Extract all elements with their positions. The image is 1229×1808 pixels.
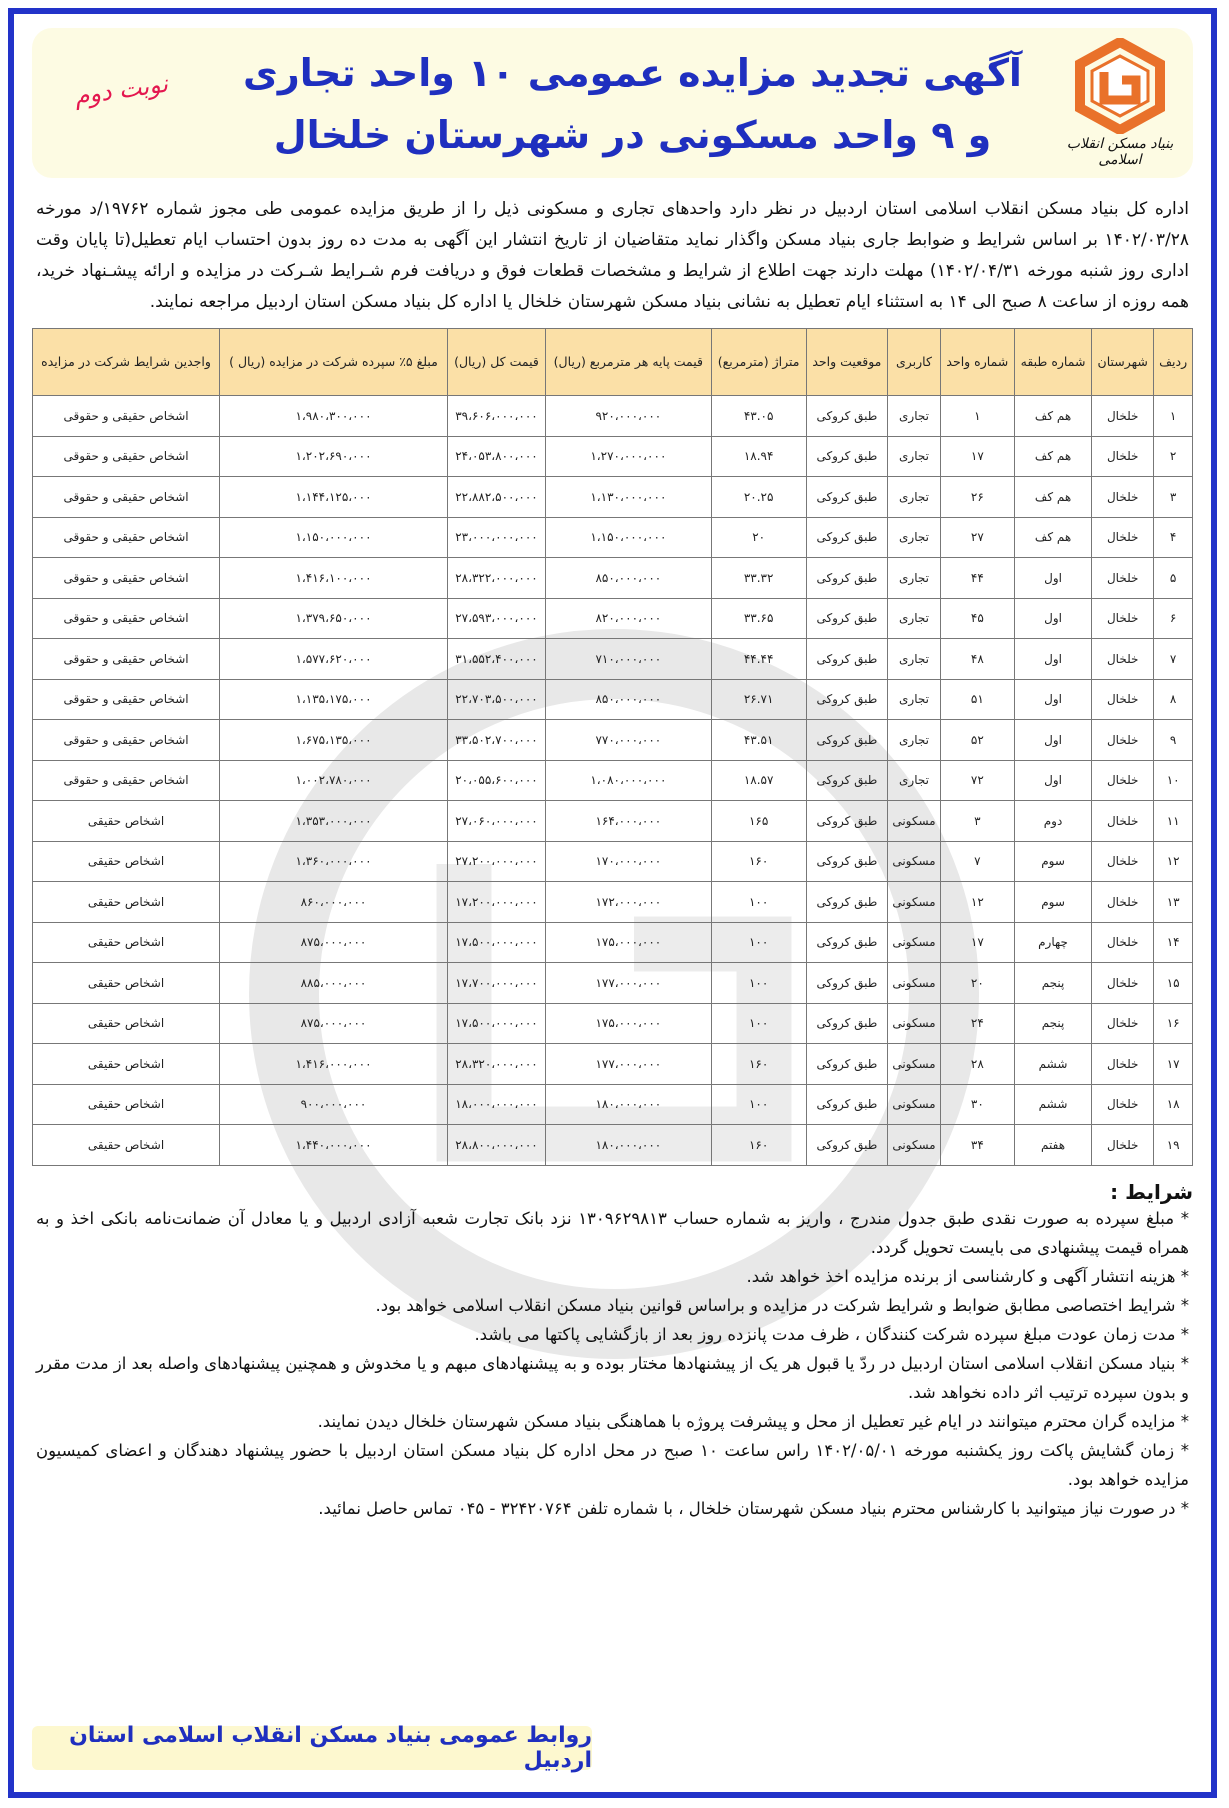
table-cell: ۳۰: [940, 1084, 1014, 1125]
table-cell: ۱،۵۷۷،۶۲۰،۰۰۰: [220, 639, 448, 680]
table-cell: ۴۳.۰۵: [711, 396, 806, 437]
table-cell: ۱۶۰: [711, 1125, 806, 1166]
table-row: [33, 841, 1193, 882]
table-cell: ۶: [1154, 598, 1193, 639]
table-cell: تجاری: [888, 558, 941, 599]
table-row: [33, 801, 1193, 842]
table-cell: تجاری: [888, 598, 941, 639]
column-header: واجدین شرایط شرکت در مزایده: [33, 329, 220, 396]
table-cell: ۴۸: [940, 639, 1014, 680]
table-cell: ۵: [1154, 558, 1193, 599]
table-row: [33, 396, 1193, 437]
table-cell: ۷۱۰،۰۰۰،۰۰۰: [546, 639, 712, 680]
table-cell: ۱۸،۰۰۰،۰۰۰،۰۰۰: [447, 1084, 545, 1125]
table-cell: تجاری: [888, 517, 941, 558]
table-cell: طبق کروکی: [806, 558, 888, 599]
table-cell: ۲۶: [940, 477, 1014, 518]
table-cell: اشخاص حقیقی و حقوقی: [33, 598, 220, 639]
table-cell: ۱۷۵،۰۰۰،۰۰۰: [546, 1003, 712, 1044]
table-cell: ۴۴.۴۴: [711, 639, 806, 680]
table-cell: ۹۲۰،۰۰۰،۰۰۰: [546, 396, 712, 437]
table-cell: پنجم: [1014, 963, 1091, 1004]
table-row: [33, 436, 1193, 477]
table-cell: ۵۱: [940, 679, 1014, 720]
table-cell: ۱،۴۱۶،۰۰۰،۰۰۰: [220, 1044, 448, 1085]
table-cell: مسکونی: [888, 882, 941, 923]
column-header: کاربری: [888, 329, 941, 396]
table-cell: ۱۷،۷۰۰،۰۰۰،۰۰۰: [447, 963, 545, 1004]
table-cell: ۲۴،۰۵۳،۸۰۰،۰۰۰: [447, 436, 545, 477]
table-cell: ۱،۰۸۰،۰۰۰،۰۰۰: [546, 760, 712, 801]
table-cell: طبق کروکی: [806, 1003, 888, 1044]
table-cell: ۱۳: [1154, 882, 1193, 923]
table-cell: ۴۳.۵۱: [711, 720, 806, 761]
table-row: [33, 679, 1193, 720]
table-cell: ۵۲: [940, 720, 1014, 761]
table-cell: طبق کروکی: [806, 436, 888, 477]
table-cell: دوم: [1014, 801, 1091, 842]
table-cell: ۳۹،۶۰۶،۰۰۰،۰۰۰: [447, 396, 545, 437]
table-cell: ۱۶۰: [711, 841, 806, 882]
table-cell: ۱،۱۳۵،۱۷۵،۰۰۰: [220, 679, 448, 720]
table-cell: ۲: [1154, 436, 1193, 477]
table-cell: مسکونی: [888, 1044, 941, 1085]
table-cell: ۱۰۰: [711, 1003, 806, 1044]
title-line-2: و ۹ واحد مسکونی در شهرستان خلخال: [273, 113, 992, 157]
table-cell: ۲۰: [940, 963, 1014, 1004]
table-cell: ۲۲،۸۸۲،۵۰۰،۰۰۰: [447, 477, 545, 518]
table-cell: تجاری: [888, 720, 941, 761]
table-cell: ۷۲: [940, 760, 1014, 801]
table-cell: ۱۸۰،۰۰۰،۰۰۰: [546, 1084, 712, 1125]
table-cell: ۲۸،۸۰۰،۰۰۰،۰۰۰: [447, 1125, 545, 1166]
table-cell: ۱،۱۵۰،۰۰۰،۰۰۰: [220, 517, 448, 558]
table-row: [33, 1044, 1193, 1085]
table-cell: هم کف: [1014, 477, 1091, 518]
table-cell: ۲۰.۲۵: [711, 477, 806, 518]
column-header: شماره واحد: [940, 329, 1014, 396]
table-cell: خلخال: [1092, 841, 1154, 882]
table-cell: خلخال: [1092, 517, 1154, 558]
table-cell: ۱،۱۵۰،۰۰۰،۰۰۰: [546, 517, 712, 558]
table-cell: ۸۵۰،۰۰۰،۰۰۰: [546, 679, 712, 720]
table-cell: اشخاص حقیقی: [33, 1044, 220, 1085]
table-cell: طبق کروکی: [806, 517, 888, 558]
table-cell: اشخاص حقیقی و حقوقی: [33, 639, 220, 680]
table-cell: تجاری: [888, 679, 941, 720]
table-cell: ۱۷۷،۰۰۰،۰۰۰: [546, 963, 712, 1004]
table-cell: طبق کروکی: [806, 801, 888, 842]
table-cell: ۷: [1154, 639, 1193, 680]
table-cell: خلخال: [1092, 922, 1154, 963]
table-cell: ۱۴: [1154, 922, 1193, 963]
table-cell: ۸۷۵،۰۰۰،۰۰۰: [220, 1003, 448, 1044]
table-cell: خلخال: [1092, 760, 1154, 801]
table-cell: ۳: [940, 801, 1014, 842]
table-cell: ۲۷،۰۶۰،۰۰۰،۰۰۰: [447, 801, 545, 842]
table-cell: ۱۰۰: [711, 922, 806, 963]
table-cell: ۱،۱۳۰،۰۰۰،۰۰۰: [546, 477, 712, 518]
table-row: [33, 598, 1193, 639]
table-cell: خلخال: [1092, 639, 1154, 680]
table-cell: ۱۰: [1154, 760, 1193, 801]
table-cell: مسکونی: [888, 922, 941, 963]
table-cell: ۳: [1154, 477, 1193, 518]
table-cell: ۷۷۰،۰۰۰،۰۰۰: [546, 720, 712, 761]
table-cell: طبق کروکی: [806, 841, 888, 882]
table-cell: تجاری: [888, 436, 941, 477]
table-cell: ۱،۳۶۰،۰۰۰،۰۰۰: [220, 841, 448, 882]
table-cell: مسکونی: [888, 1084, 941, 1125]
table-cell: پنجم: [1014, 1003, 1091, 1044]
column-header: موقعیت واحد: [806, 329, 888, 396]
table-cell: اشخاص حقیقی: [33, 1125, 220, 1166]
table-cell: ۱۷۲،۰۰۰،۰۰۰: [546, 882, 712, 923]
column-header: شهرستان: [1092, 329, 1154, 396]
table-cell: ۱۰۰: [711, 963, 806, 1004]
table-cell: طبق کروکی: [806, 963, 888, 1004]
table-cell: اول: [1014, 598, 1091, 639]
table-cell: مسکونی: [888, 963, 941, 1004]
table-cell: مسکونی: [888, 841, 941, 882]
condition-item: * هزینه انتشار آگهی و کارشناسی از برنده مزایده اخذ خواهد شد.: [746, 1266, 1189, 1286]
intro-paragraph: اداره کل بنیاد مسکن انقلاب اسلامی استان اردبیل در نظر دارد واحدهای تجاری و مسکونی ذیل را از طریق مزایده عمومی طی مجوز شماره ۱۹۷۶۲/د مورخه ۱۴۰۲/۰۳/۲۸ بر اساس شرایط و ضوابط جاری بنیاد مسکن واگذار نماید متقاضیان از تاریخ انتشار این آگهی به مدت ده روز بدون احتساب ایام تعطیل(تا پایان وقت اداری روز شنبه مورخه ۱۴۰۲/۰۴/۳۱) مهلت دارند جهت اطلاع از شرایط و مشخصات قطعات فوق و دریافت فرم شـرایط شـرکت در مزایده و ارائه پیشـنهاد خرید، همه روزه از ساعت ۸ صبح الی ۱۴ به استثناء ایام تعطیل به نشانی بنیاد مسکن شهرستان خلخال یا اداره کل بنیاد مسکن استان اردبیل مراجعه نمایند.: [36, 199, 1190, 312]
table-cell: خلخال: [1092, 1044, 1154, 1085]
table-cell: ۱۱: [1154, 801, 1193, 842]
table-cell: اشخاص حقیقی: [33, 1084, 220, 1125]
table-cell: مسکونی: [888, 1125, 941, 1166]
table-row: [33, 760, 1193, 801]
table-cell: اشخاص حقیقی و حقوقی: [33, 720, 220, 761]
table-cell: هم کف: [1014, 436, 1091, 477]
table-cell: ۲۸،۳۲۰،۰۰۰،۰۰۰: [447, 1044, 545, 1085]
table-cell: ۸۵۰،۰۰۰،۰۰۰: [546, 558, 712, 599]
table-cell: ۲۷،۲۰۰،۰۰۰،۰۰۰: [447, 841, 545, 882]
table-cell: اول: [1014, 639, 1091, 680]
table-row: [33, 720, 1193, 761]
table-cell: ۱۲: [1154, 841, 1193, 882]
logo-caption: بنیاد مسکن انقلاب اسلامی: [1066, 136, 1174, 168]
table-cell: ششم: [1014, 1044, 1091, 1085]
table-cell: خلخال: [1092, 882, 1154, 923]
table-cell: اشخاص حقیقی: [33, 801, 220, 842]
table-cell: خلخال: [1092, 1084, 1154, 1125]
table-cell: هم کف: [1014, 517, 1091, 558]
column-header: شماره طبقه: [1014, 329, 1091, 396]
table-cell: سوم: [1014, 841, 1091, 882]
table-cell: خلخال: [1092, 558, 1154, 599]
table-cell: ۲۷: [940, 517, 1014, 558]
table-cell: ۹۰۰،۰۰۰،۰۰۰: [220, 1084, 448, 1125]
footer-text: روابط عمومی بنیاد مسکن انقلاب اسلامی استان اردبیل: [69, 1723, 592, 1773]
table-cell: اول: [1014, 760, 1091, 801]
table-cell: ۲۷،۵۹۳،۰۰۰،۰۰۰: [447, 598, 545, 639]
table-row: [33, 1003, 1193, 1044]
table-cell: ۱۸.۵۷: [711, 760, 806, 801]
table-cell: اشخاص حقیقی و حقوقی: [33, 679, 220, 720]
table-cell: ۲۴: [940, 1003, 1014, 1044]
table-cell: ۲۸: [940, 1044, 1014, 1085]
table-cell: ششم: [1014, 1084, 1091, 1125]
table-cell: اشخاص حقیقی: [33, 922, 220, 963]
table-cell: طبق کروکی: [806, 477, 888, 518]
page-title: [222, 42, 1043, 166]
table-cell: ۱۷: [1154, 1044, 1193, 1085]
column-header: ردیف: [1154, 329, 1193, 396]
table-cell: ۱،۶۷۵،۱۳۵،۰۰۰: [220, 720, 448, 761]
table-cell: ۲۸،۳۲۲،۰۰۰،۰۰۰: [447, 558, 545, 599]
table-row: [33, 1125, 1193, 1166]
table-cell: ۲۶.۷۱: [711, 679, 806, 720]
table-cell: ۱۸: [1154, 1084, 1193, 1125]
table-cell: طبق کروکی: [806, 1044, 888, 1085]
table-cell: طبق کروکی: [806, 639, 888, 680]
table-cell: ۱،۴۴۰،۰۰۰،۰۰۰: [220, 1125, 448, 1166]
table-row: [33, 882, 1193, 923]
table-cell: خلخال: [1092, 1125, 1154, 1166]
table-cell: طبق کروکی: [806, 598, 888, 639]
table-cell: ۱،۴۱۶،۱۰۰،۰۰۰: [220, 558, 448, 599]
table-cell: ۱: [1154, 396, 1193, 437]
table-cell: طبق کروکی: [806, 882, 888, 923]
table-cell: ۳۳.۳۲: [711, 558, 806, 599]
table-cell: طبق کروکی: [806, 396, 888, 437]
table-cell: تجاری: [888, 477, 941, 518]
condition-item: * شرایط اختصاصی مطابق ضوابط و شرایط شرکت در مزایده و براساس قوانین بنیاد مسکن انقلاب اسلامی خواهد بود.: [375, 1295, 1189, 1315]
table-cell: ۱،۲۰۲،۶۹۰،۰۰۰: [220, 436, 448, 477]
table-cell: ۳۱،۵۵۲،۴۰۰،۰۰۰: [447, 639, 545, 680]
condition-item: * در صورت نیاز میتوانید با کارشناس محترم بنیاد مسکن شهرستان خلخال ، با شماره تلفن ۳۲۴۲۰۷۶۴ - ۰۴۵ تماس حاصل نمائید.: [318, 1498, 1189, 1518]
table-cell: ۸۸۵،۰۰۰،۰۰۰: [220, 963, 448, 1004]
column-header: مبلغ ۵٪ سپرده شرکت در مزایده (ریال ): [220, 329, 448, 396]
table-cell: ۱،۲۷۰،۰۰۰،۰۰۰: [546, 436, 712, 477]
organization-logo: [1061, 38, 1179, 168]
table-cell: ۱۹: [1154, 1125, 1193, 1166]
table-cell: طبق کروکی: [806, 760, 888, 801]
table-cell: ۲۳،۰۰۰،۰۰۰،۰۰۰: [447, 517, 545, 558]
table-cell: خلخال: [1092, 598, 1154, 639]
table-row: [33, 639, 1193, 680]
table-cell: مسکونی: [888, 1003, 941, 1044]
table-cell: ۴: [1154, 517, 1193, 558]
condition-item: * مدت زمان عودت مبلغ سپرده شرکت کنندگان ، ظرف مدت پانزده روز بعد از بازگشایی پاکتها می باشد.: [474, 1324, 1189, 1344]
table-cell: ۴۴: [940, 558, 1014, 599]
table-cell: اشخاص حقیقی و حقوقی: [33, 760, 220, 801]
table-header-row: [33, 329, 1193, 396]
title-line-1: آگهی تجدید مزایده عمومی ۱۰ واحد تجاری: [243, 51, 1022, 95]
condition-item: * زمان گشایش پاکت روز یکشنبه مورخه ۱۴۰۲/۰۵/۰۱ راس ساعت ۱۰ صبح در محل اداره کل بنیاد مسکن استان اردبیل با حضور پیشنهاد دهندگان و اعضای کمیسیون مزایده خواهد بود.: [36, 1440, 1189, 1489]
table-cell: خلخال: [1092, 679, 1154, 720]
table-cell: هم کف: [1014, 396, 1091, 437]
table-cell: اشخاص حقیقی و حقوقی: [33, 436, 220, 477]
table-cell: ۱۸۰،۰۰۰،۰۰۰: [546, 1125, 712, 1166]
conditions-list: [32, 1204, 1193, 1523]
table-row: [33, 517, 1193, 558]
table-cell: ۱۷۵،۰۰۰،۰۰۰: [546, 922, 712, 963]
table-cell: طبق کروکی: [806, 720, 888, 761]
table-cell: ۱۷۷،۰۰۰،۰۰۰: [546, 1044, 712, 1085]
house-logo-icon: [1072, 38, 1168, 134]
table-cell: اول: [1014, 558, 1091, 599]
header-banner: [32, 28, 1193, 178]
table-cell: ۲۰،۰۵۵،۶۰۰،۰۰۰: [447, 760, 545, 801]
table-cell: ۳۴: [940, 1125, 1014, 1166]
table-cell: ۱،۳۵۳،۰۰۰،۰۰۰: [220, 801, 448, 842]
table-cell: تجاری: [888, 396, 941, 437]
condition-item: * بنیاد مسکن انقلاب اسلامی استان اردبیل در ردّ یا قبول هر یک از پیشنهادها مختار بوده و به پیشنهادهای مبهم و یا مخدوش و همچنین پیشنهادهای واصله بعد از مدت مقرر و بدون سپرده ترتیب اثر داده نخواهد شد.: [36, 1353, 1189, 1402]
table-cell: ۱۰۰: [711, 882, 806, 923]
table-cell: ۱۲: [940, 882, 1014, 923]
footer-banner: [32, 1723, 592, 1773]
table-cell: اشخاص حقیقی و حقوقی: [33, 477, 220, 518]
table-cell: طبق کروکی: [806, 679, 888, 720]
table-cell: اشخاص حقیقی و حقوقی: [33, 517, 220, 558]
table-cell: خلخال: [1092, 801, 1154, 842]
table-cell: چهارم: [1014, 922, 1091, 963]
table-cell: ۴۵: [940, 598, 1014, 639]
table-cell: ۱،۰۰۲،۷۸۰،۰۰۰: [220, 760, 448, 801]
table-cell: ۱۶۴،۰۰۰،۰۰۰: [546, 801, 712, 842]
condition-item: * مزایده گران محترم میتوانند در ایام غیر تعطیل از محل و پیشرفت پروژه با هماهنگی بنیاد مسکن شهرستان خلخال دیدن نمایند.: [317, 1411, 1189, 1431]
table-cell: ۱۰۰: [711, 1084, 806, 1125]
table-cell: خلخال: [1092, 477, 1154, 518]
table-row: [33, 477, 1193, 518]
table-cell: خلخال: [1092, 720, 1154, 761]
table-cell: ۱۷۰،۰۰۰،۰۰۰: [546, 841, 712, 882]
conditions-title: شرایط :: [1110, 1179, 1193, 1204]
units-table: [32, 328, 1193, 1166]
table-cell: ۸: [1154, 679, 1193, 720]
table-cell: ۱۶۰: [711, 1044, 806, 1085]
table-cell: ۱۷،۲۰۰،۰۰۰،۰۰۰: [447, 882, 545, 923]
table-cell: هفتم: [1014, 1125, 1091, 1166]
table-cell: طبق کروکی: [806, 1084, 888, 1125]
table-cell: ۸۷۵،۰۰۰،۰۰۰: [220, 922, 448, 963]
table-cell: طبق کروکی: [806, 922, 888, 963]
table-cell: تجاری: [888, 639, 941, 680]
table-cell: سوم: [1014, 882, 1091, 923]
table-cell: اشخاص حقیقی: [33, 882, 220, 923]
table-cell: خلخال: [1092, 396, 1154, 437]
table-cell: ۱،۱۴۴،۱۲۵،۰۰۰: [220, 477, 448, 518]
table-row: [33, 963, 1193, 1004]
table-cell: تجاری: [888, 760, 941, 801]
table-cell: طبق کروکی: [806, 1125, 888, 1166]
table-cell: ۳۳،۵۰۲،۷۰۰،۰۰۰: [447, 720, 545, 761]
table-cell: ۱۷،۵۰۰،۰۰۰،۰۰۰: [447, 922, 545, 963]
column-header: قیمت پایه هر مترمربع (ریال): [546, 329, 712, 396]
table-cell: ۸۶۰،۰۰۰،۰۰۰: [220, 882, 448, 923]
table-cell: ۸۲۰،۰۰۰،۰۰۰: [546, 598, 712, 639]
table-cell: ۱۶: [1154, 1003, 1193, 1044]
table-cell: خلخال: [1092, 963, 1154, 1004]
table-cell: اول: [1014, 679, 1091, 720]
table-row: [33, 922, 1193, 963]
table-cell: ۲۲،۷۰۳،۵۰۰،۰۰۰: [447, 679, 545, 720]
table-cell: ۹: [1154, 720, 1193, 761]
table-cell: ۱،۳۷۹،۶۵۰،۰۰۰: [220, 598, 448, 639]
table-cell: اشخاص حقیقی: [33, 841, 220, 882]
table-cell: ۱۸.۹۴: [711, 436, 806, 477]
table-cell: ۱۷: [940, 436, 1014, 477]
table-cell: ۱: [940, 396, 1014, 437]
column-header: قیمت کل (ریال): [447, 329, 545, 396]
table-row: [33, 558, 1193, 599]
table-cell: اشخاص حقیقی: [33, 1003, 220, 1044]
table-cell: ۷: [940, 841, 1014, 882]
table-cell: ۱۵: [1154, 963, 1193, 1004]
table-cell: مسکونی: [888, 801, 941, 842]
column-header: متراژ (مترمربع): [711, 329, 806, 396]
table-cell: خلخال: [1092, 1003, 1154, 1044]
table-cell: ۳۳.۶۵: [711, 598, 806, 639]
notice-frame: [8, 8, 1217, 1798]
table-row: [33, 1084, 1193, 1125]
table-cell: اشخاص حقیقی و حقوقی: [33, 558, 220, 599]
table-cell: اشخاص حقیقی و حقوقی: [33, 396, 220, 437]
table-cell: ۱۷: [940, 922, 1014, 963]
table-cell: خلخال: [1092, 436, 1154, 477]
table-cell: اشخاص حقیقی: [33, 963, 220, 1004]
table-cell: اول: [1014, 720, 1091, 761]
round-label: نوبت دوم: [72, 69, 170, 111]
table-cell: ۲۰: [711, 517, 806, 558]
table-cell: ۱۶۵: [711, 801, 806, 842]
condition-item: * مبلغ سپرده به صورت نقدی طبق جدول مندرج ، واریز به شماره حساب ۱۳۰۹۶۲۹۸۱۳ نزد بانک تجارت شعبه آزادی اردبیل و یا معادل آن ضمانت‌نامه بانکی اخذ و به همراه قیمت پیشنهادی می بایست تحویل گردد.: [36, 1208, 1189, 1257]
table-body: [33, 396, 1193, 1166]
table-cell: ۱۷،۵۰۰،۰۰۰،۰۰۰: [447, 1003, 545, 1044]
table-cell: ۱،۹۸۰،۳۰۰،۰۰۰: [220, 396, 448, 437]
